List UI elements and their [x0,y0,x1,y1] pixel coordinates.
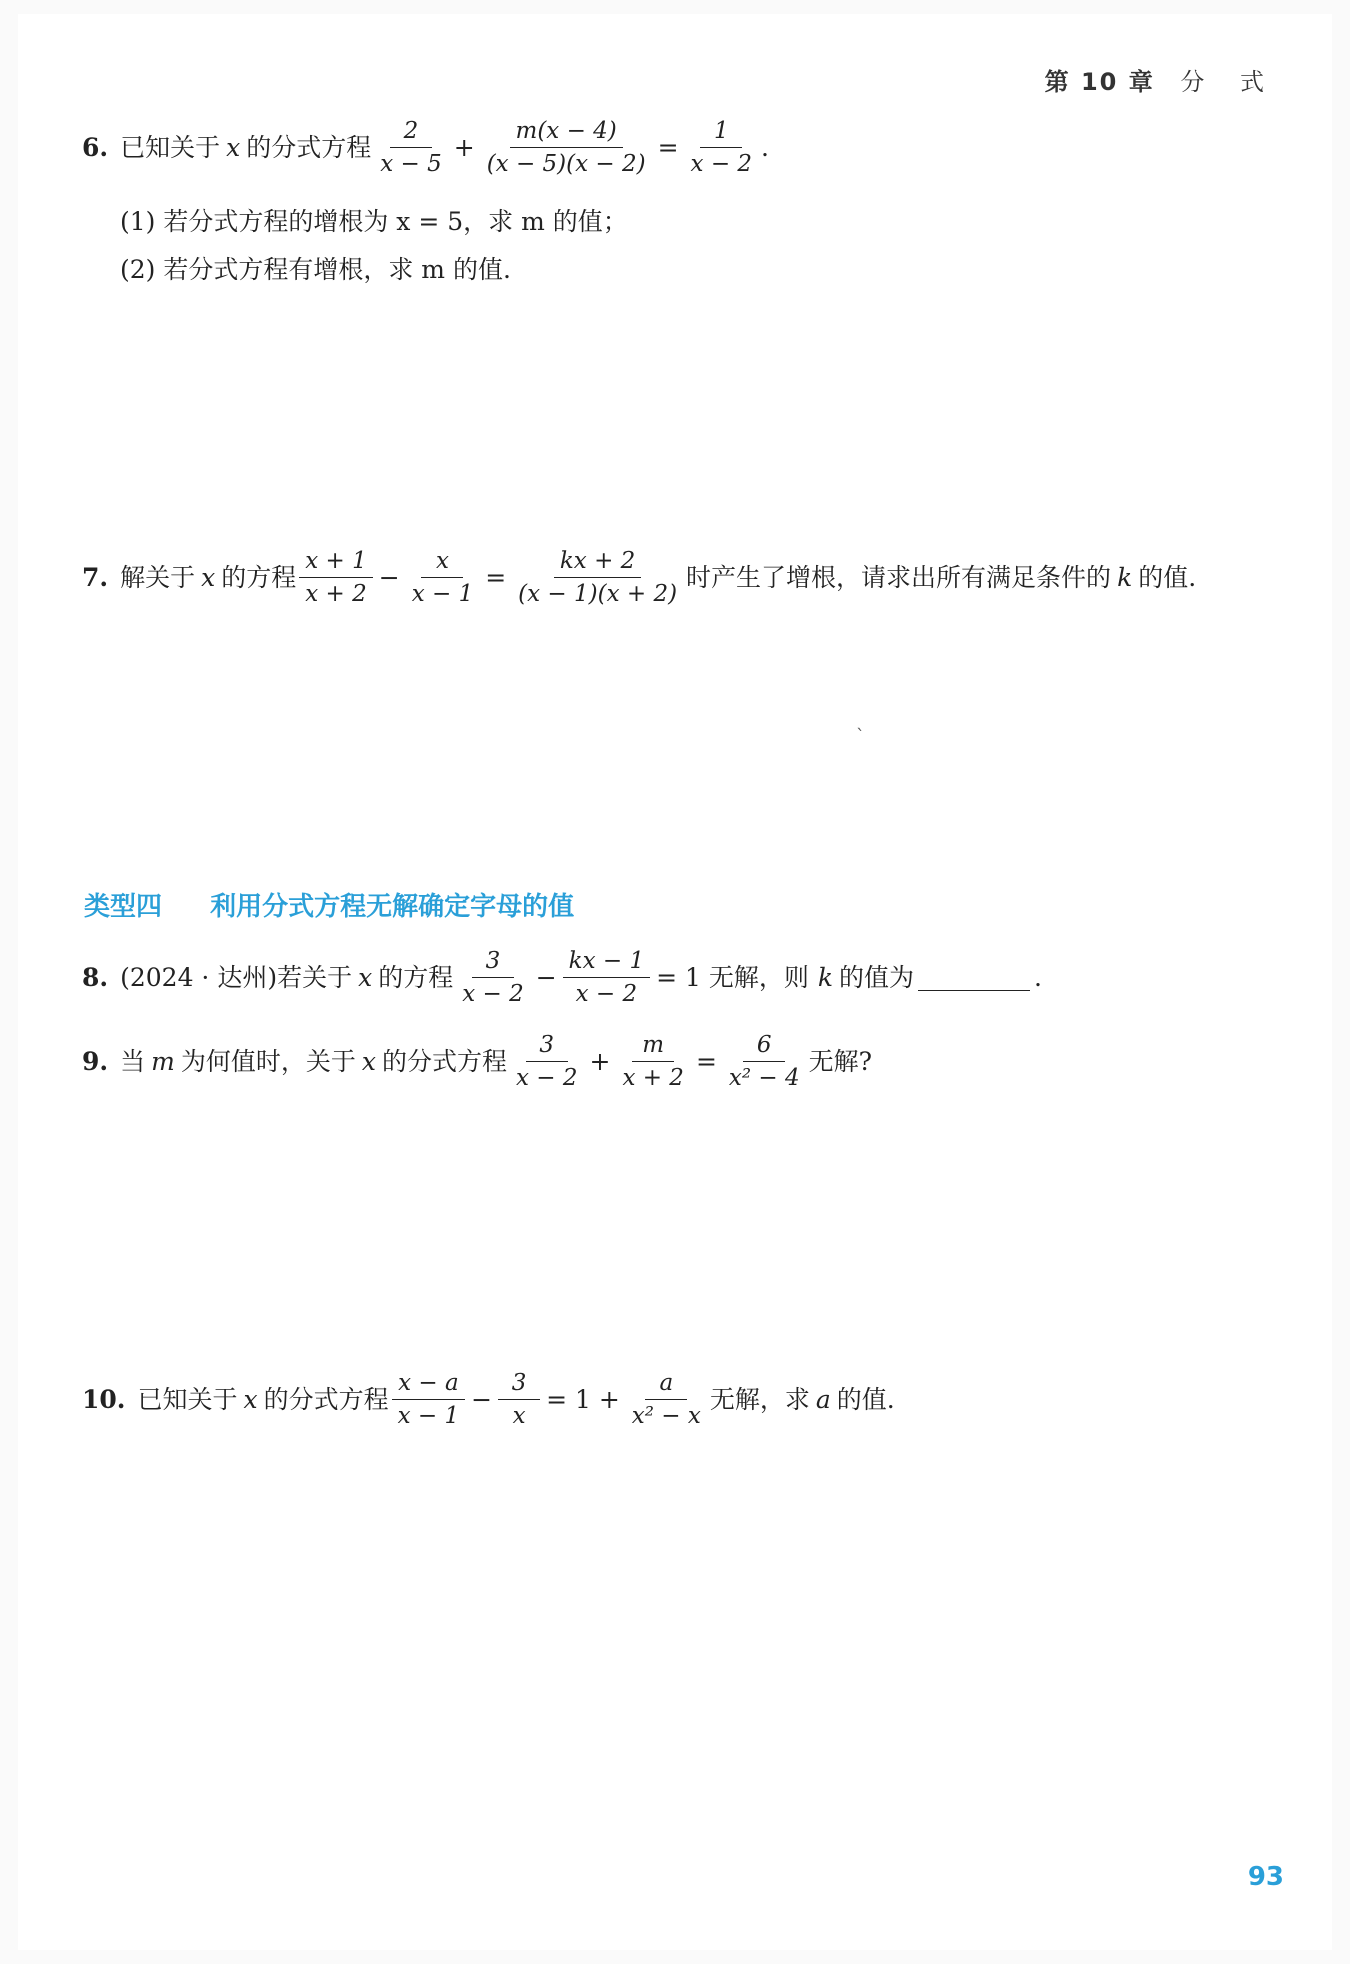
variable: x [361,1047,376,1077]
problem-text: 的值. [836,1385,895,1415]
variable: a [815,1385,831,1415]
variable: x [201,563,216,593]
fraction [392,1370,466,1430]
operator: + [589,1047,611,1077]
numerator: x − a [392,1370,465,1400]
problem-source: (2024 · 达州)若关于 [120,963,353,993]
problem-6 [82,118,769,178]
problem-text: 无解? [808,1047,873,1077]
operator: = [657,133,679,163]
denominator: (x − 1)(x + 2) [518,581,678,608]
operator: = 1 无解，则 [656,963,809,993]
denominator: x − 2 [515,1065,578,1092]
problem-number: 8. [82,963,109,993]
problem-text: 的值为 [839,963,915,993]
numerator: 2 [390,118,432,148]
problem-text: 的分式方程 [263,1385,389,1415]
problem-8 [82,948,1042,1008]
problem-text: 解关于 [120,563,196,593]
period: . [1034,963,1042,993]
operator: − [535,963,557,993]
problem-text: 的值. [1138,563,1197,593]
problem-text: 当 [120,1047,146,1077]
page-number: 93 [1247,1862,1284,1892]
operator: = [695,1047,717,1077]
fraction [512,548,683,608]
fraction [374,118,448,178]
variable: x [243,1385,258,1415]
numerator: 3 [526,1032,568,1062]
section-title: 利用分式方程无解确定字母的值 [210,892,575,922]
fraction [299,548,373,608]
fraction [616,1032,690,1092]
problem-text: 时产生了增根，请求出所有满足条件的 [686,563,1112,593]
denominator: x − 2 [462,981,524,1008]
operator: = 1 + [546,1385,620,1415]
denominator: (x − 5)(x − 2) [486,151,646,178]
numerator: a [645,1370,687,1400]
numerator: x + 1 [299,548,373,578]
problem-text: 已知关于 [137,1385,238,1415]
problem-text: 的分式方程 [381,1047,507,1077]
numerator: m [632,1032,674,1062]
denominator: x² − 4 [728,1065,800,1092]
numerator: 1 [700,118,742,148]
denominator: x − 1 [411,581,474,608]
stray-mark: ` [856,726,865,747]
denominator: x² − x [631,1403,701,1430]
variable: k [1117,563,1133,593]
numerator: m(x − 4) [510,118,623,148]
fraction [626,1370,707,1430]
problem-number: 6. [82,133,109,163]
fraction [685,118,759,178]
denominator: x − 1 [397,1403,460,1430]
denominator: x − 5 [380,151,442,178]
problem-number: 7. [82,563,109,593]
fraction [510,1032,584,1092]
operator: + [453,133,475,163]
fraction [456,948,530,1008]
period: . [761,133,769,163]
variable: k [817,963,834,993]
fraction [481,118,652,178]
denominator: x + 2 [622,1065,684,1092]
variable: m [151,1047,175,1077]
subquestion-2: (2) 若分式方程有增根，求 m 的值. [120,255,511,284]
subquestion-1: (1) 若分式方程的增根为 x = 5，求 m 的值； [120,207,628,236]
denominator: x − 2 [575,981,638,1008]
problem-9 [82,1032,872,1092]
variable: x [358,963,373,993]
operator: − [378,563,400,593]
fraction [406,548,480,608]
variable: x [226,133,241,163]
operator: = [485,563,507,593]
problem-number: 10. [82,1385,126,1415]
fraction [563,948,650,1008]
fraction [723,1032,806,1092]
numerator: 3 [472,948,514,978]
operator: − [471,1385,493,1415]
numerator: x [421,548,463,578]
problem-number: 9. [82,1047,109,1077]
problem-text: 的分式方程 [246,133,372,163]
numerator: 3 [498,1370,540,1400]
answer-blank[interactable] [918,964,1030,991]
numerator: 6 [743,1032,785,1062]
problem-10 [82,1370,895,1430]
problem-text: 已知关于 [120,133,221,163]
chapter-name: 分 式 [1180,68,1278,96]
problem-text: 为何值时，关于 [180,1047,356,1077]
chapter-number: 第 10 章 [1044,68,1155,96]
denominator: x + 2 [305,581,367,608]
fraction [498,1370,540,1430]
problem-text: 无解，求 [709,1385,810,1415]
denominator: x − 2 [690,151,753,178]
denominator: x [512,1403,526,1430]
section-type: 类型四 [84,892,163,922]
section-heading [84,886,574,923]
numerator: kx − 1 [563,948,650,978]
chapter-header [1045,62,1278,97]
problem-text: 的方程 [221,563,297,593]
numerator: kx + 2 [554,548,641,578]
problem-text: 的方程 [378,963,454,993]
problem-7 [82,548,1196,608]
